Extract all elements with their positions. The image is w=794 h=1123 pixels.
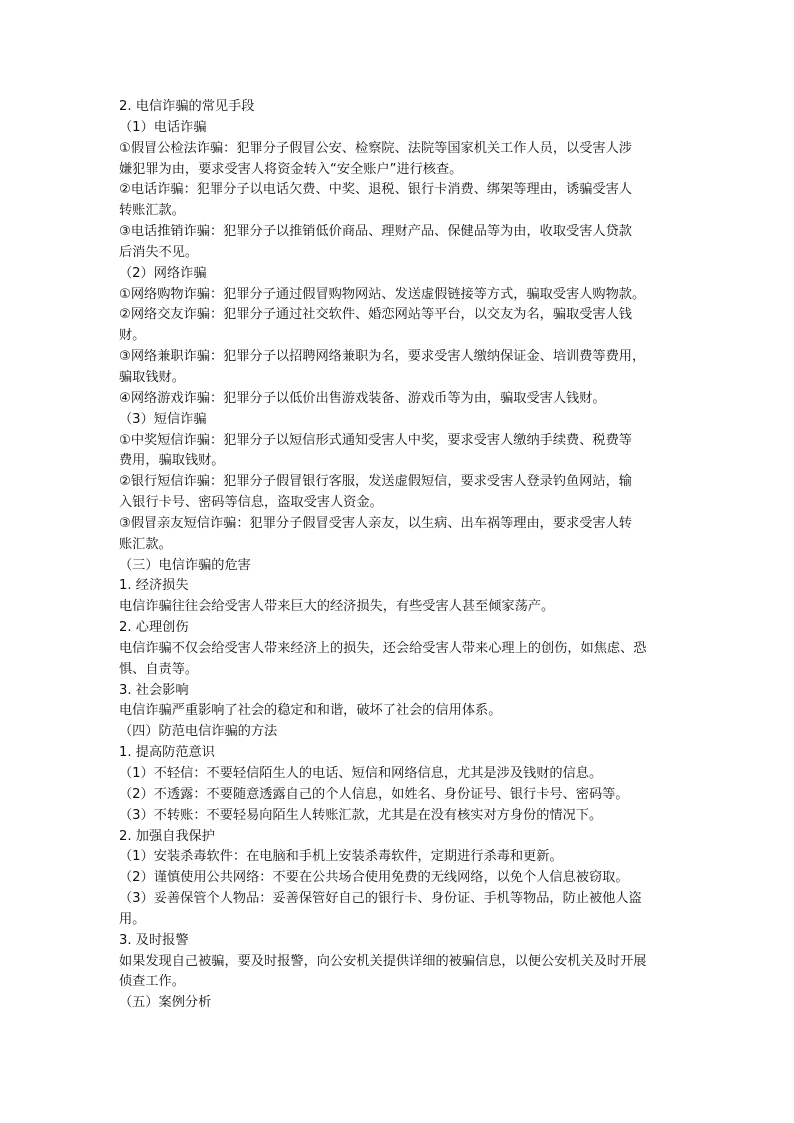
text-line: ④网络游戏诈骗：犯罪分子以低价出售游戏装备、游戏币等为由，骗取受害人钱财。 (119, 390, 606, 406)
text-line: 转账汇款。 (119, 203, 185, 219)
text-line: ③假冒亲友短信诈骗：犯罪分子假冒受害人亲友，以生病、出车祸等理由，要求受害人转 (119, 515, 632, 531)
text-line: ①假冒公检法诈骗：犯罪分子假冒公安、检察院、法院等国家机关工作人员，以受害人涉 (119, 140, 632, 156)
text-line: （1）电话诈骗 (119, 119, 207, 135)
document-body (119, 97, 687, 1014)
text-line: （1）安装杀毒软件：在电脑和手机上安装杀毒软件，定期进行杀毒和更新。 (119, 849, 563, 865)
text-line: 3. 及时报警 (119, 932, 189, 948)
text-line: 2. 加强自我保护 (119, 828, 215, 844)
text-line: 嫌犯罪为由，要求受害人将资金转入“安全账户”进行核查。 (119, 161, 463, 177)
text-line: 2. 电信诈骗的常见手段 (119, 99, 255, 114)
text-line: 侦查工作。 (119, 974, 185, 990)
text-line: ②网络交友诈骗：犯罪分子通过社交软件、婚恋网站等平台，以交友为名，骗取受害人钱 (119, 307, 632, 323)
text-line: 费用，骗取钱财。 (119, 453, 225, 469)
text-line: 账汇款。 (119, 536, 172, 552)
text-line: （1）不轻信：不要轻信陌生人的电话、短信和网络信息，尤其是涉及钱财的信息。 (119, 766, 603, 781)
text-line: （四）防范电信诈骗的方法 (119, 724, 278, 740)
text-line: ①中奖短信诈骗：犯罪分子以短信形式通知受害人中奖，要求受害人缴纳手续费、税费等 (119, 432, 632, 448)
text-line: ①网络购物诈骗：犯罪分子通过假冒购物网站、发送虚假链接等方式，骗取受害人购物款。 (119, 286, 646, 302)
text-line: （2）不透露：不要随意透露自己的个人信息，如姓名、身份证号、银行卡号、密码等。 (119, 786, 629, 802)
text-line: （2）网络诈骗 (119, 265, 207, 281)
text-line: 后消失不见。 (119, 244, 199, 260)
text-line: 电信诈骗往往会给受害人带来巨大的经济损失，有些受害人甚至倾家荡产。 (119, 599, 555, 615)
text-line: 如果发现自己被骗，要及时报警，向公安机关提供详细的被骗信息，以便公安机关及时开展 (119, 953, 647, 969)
text-line: 1. 经济损失 (119, 578, 189, 594)
text-line: 财。 (119, 328, 146, 344)
text-line: 电信诈骗不仅会给受害人带来经济上的损失，还会给受害人带来心理上的创伤，如焦虑、恐 (119, 640, 647, 656)
text-line: 入银行卡号、密码等信息，盗取受害人资金。 (119, 495, 383, 511)
text-line: 电信诈骗严重影响了社会的稳定和和谐，破坏了社会的信用体系。 (119, 703, 502, 719)
text-line: ③网络兼职诈骗：犯罪分子以招聘网络兼职为名，要求受害人缴纳保证金、培训费等费用， (119, 349, 646, 365)
text-line: 3. 社会影响 (119, 682, 189, 698)
text-line: 惧、自责等。 (119, 661, 199, 677)
text-line: （三）电信诈骗的危害 (119, 557, 251, 573)
text-line: ②电话诈骗：犯罪分子以电话欠费、中奖、退税、银行卡消费、绑架等理由，诱骗受害人 (119, 182, 632, 198)
text-line: （2）谨慎使用公共网络：不要在公共场合使用免费的无线网络，以免个人信息被窃取。 (119, 870, 629, 886)
text-line: （3）不转账：不要轻易向陌生人转账汇款，尤其是在没有核实对方身份的情况下。 (119, 807, 603, 823)
text-line: （3）妥善保管个人物品：妥善保管好自己的银行卡、身份证、手机等物品，防止被他人盗 (119, 891, 642, 907)
text-line: 骗取钱财。 (119, 369, 185, 385)
text-line: ②银行短信诈骗：犯罪分子假冒银行客服，发送虚假短信，要求受害人登录钓鱼网站，输 (119, 474, 632, 490)
text-line: 1. 提高防范意识 (119, 745, 215, 761)
text-line: 2. 心理创伤 (119, 620, 189, 636)
text-line: （五）案例分析 (119, 995, 212, 1011)
text-line: ③电话推销诈骗：犯罪分子以推销低价商品、理财产品、保健品等为由，收取受害人贷款 (119, 224, 632, 240)
text-line: 用。 (119, 911, 146, 927)
text-line: （3）短信诈骗 (119, 411, 207, 427)
